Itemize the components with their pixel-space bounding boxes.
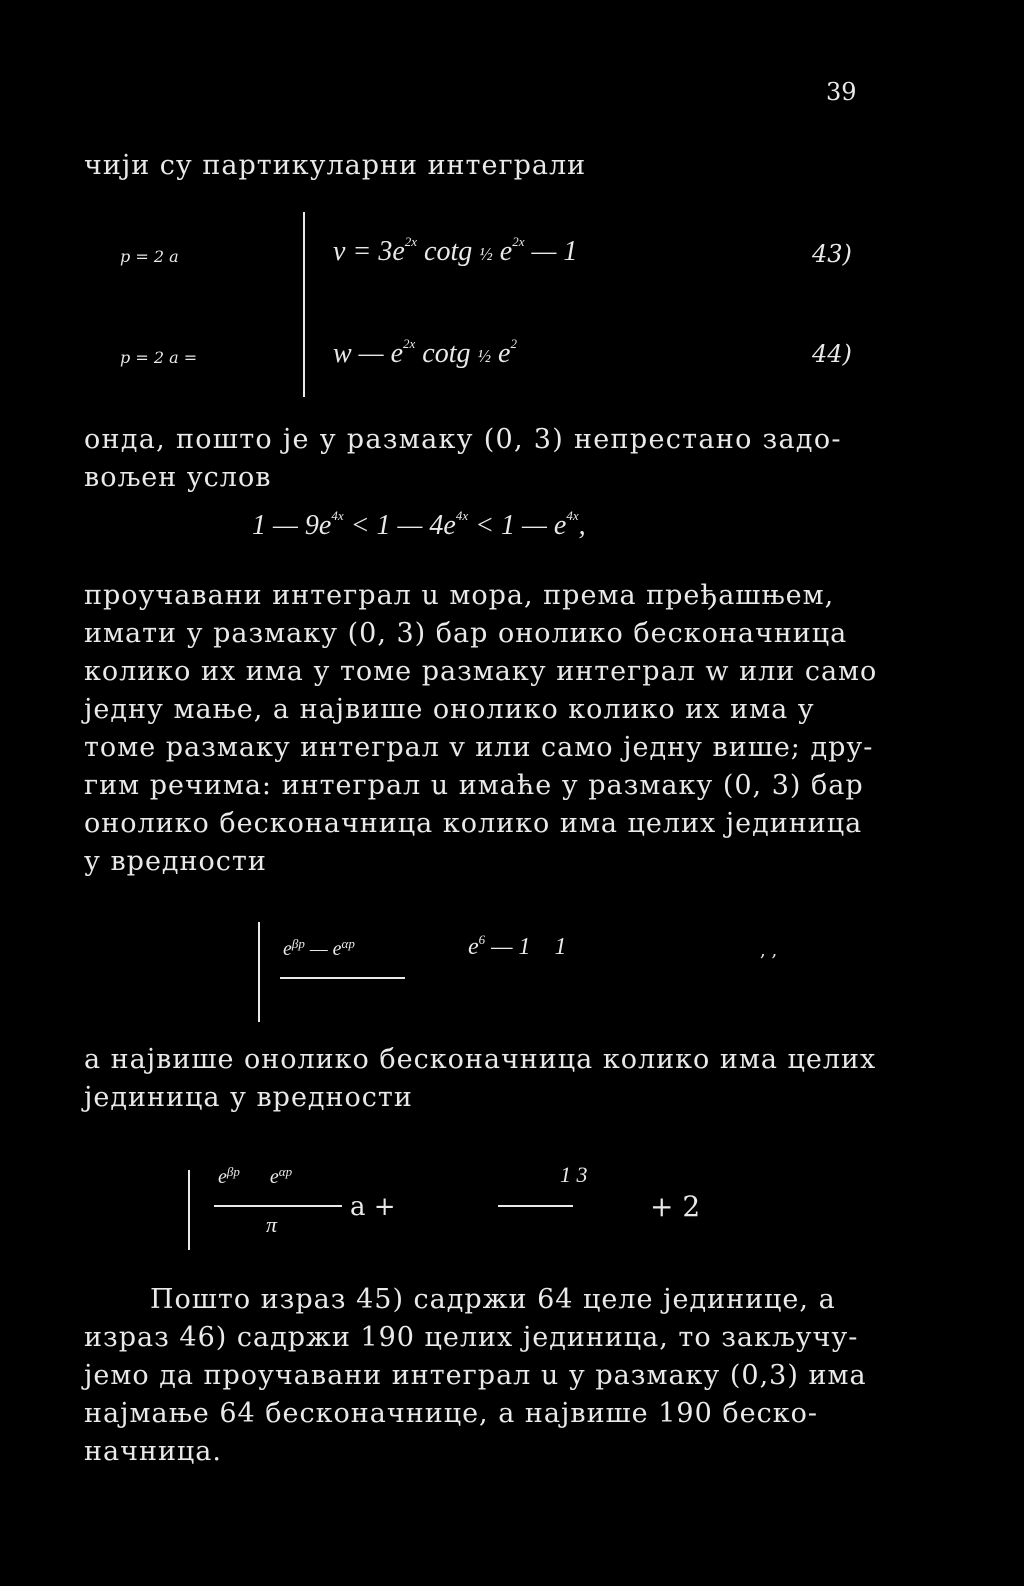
formula46-numerator-left: $e^{\beta p}$ $e^{\alpha p}$ <box>218 1164 293 1188</box>
formula46-bracket <box>188 1170 190 1250</box>
para3-line2: јединица у вредности <box>84 1082 413 1113</box>
para2-line5: томе размаку интеграл v или само једну више; дру- <box>84 732 874 763</box>
formula45-bracket <box>258 922 260 1022</box>
row1-equation: $v = 3e^{2x}$ cotg ½ $e^{2x}$ — 1 <box>333 234 578 267</box>
formula46-mid: a + <box>350 1192 396 1222</box>
para4-line1: Пошто израз 45) садржи 64 целе јединице, а <box>150 1284 836 1315</box>
para2-line7: онолико бесконачница колико има целих јединица <box>84 808 863 839</box>
row2-condition: p = 2 a = <box>120 348 198 367</box>
para2-line2: имати у размаку (0, 3) бар онолико бесконачница <box>84 618 848 649</box>
intro-line: чији су партикуларни интеграли <box>84 150 587 181</box>
formula45-tail: , , <box>760 940 778 961</box>
formula45-fraction-bar <box>280 977 405 979</box>
para4-line2: израз 46) садржи 190 целих јединица, то закључу- <box>84 1322 859 1353</box>
formula46-numerator-right: 1 3 <box>560 1162 588 1187</box>
para4-line3: јемо да проучавани интеграл u у размаку (0,3) има <box>84 1360 867 1391</box>
para2-line6: гим речима: интеграл u имаће у размаку (0, 3) бар <box>84 770 864 801</box>
row2-equation: w — $e^{2x}$ cotg ½ $e^2$ <box>333 336 517 369</box>
system-bracket <box>303 212 305 397</box>
para2-line8: у вредности <box>84 846 267 877</box>
para1-line2: вољен услов <box>84 462 272 493</box>
page-number: 39 <box>826 78 857 106</box>
row2-eq-number: 44) <box>812 340 852 368</box>
para3-line1: а највише онолико бесконачница колико има целих <box>84 1044 877 1075</box>
inequality: 1 — $9e^{4x} < 1$ — $4e^{4x} < 1$ — $e^{4x}$, <box>252 508 586 541</box>
para1-line1: онда, пошто је у размаку (0, 3) непрестано задо- <box>84 424 842 455</box>
formula46-tail: + 2 <box>650 1190 701 1223</box>
formula46-fraction-bar-right <box>498 1205 573 1207</box>
formula46-denominator-left: π <box>266 1212 278 1237</box>
formula45-numerator: $e^{\beta p}$ — $e^{\alpha p}$ <box>283 936 355 960</box>
para4-line5: начница. <box>84 1436 222 1467</box>
row1-eq-number: 43) <box>812 240 852 268</box>
para4-line4: најмање 64 бесконачнице, а највише 190 беско- <box>84 1398 818 1429</box>
para2-line3: колико их има у томе размаку интеграл w или само <box>84 656 878 687</box>
row1-condition: p = 2 a <box>120 247 179 266</box>
formula45-rest: $e^6$ — 1 1 <box>468 932 567 960</box>
formula46-fraction-bar-left <box>214 1205 342 1207</box>
para2-line4: једну мање, а највише онолико колико их има у <box>84 694 815 725</box>
para2-line1: проучавани интеграл u мора, према пређашњем, <box>84 580 835 611</box>
